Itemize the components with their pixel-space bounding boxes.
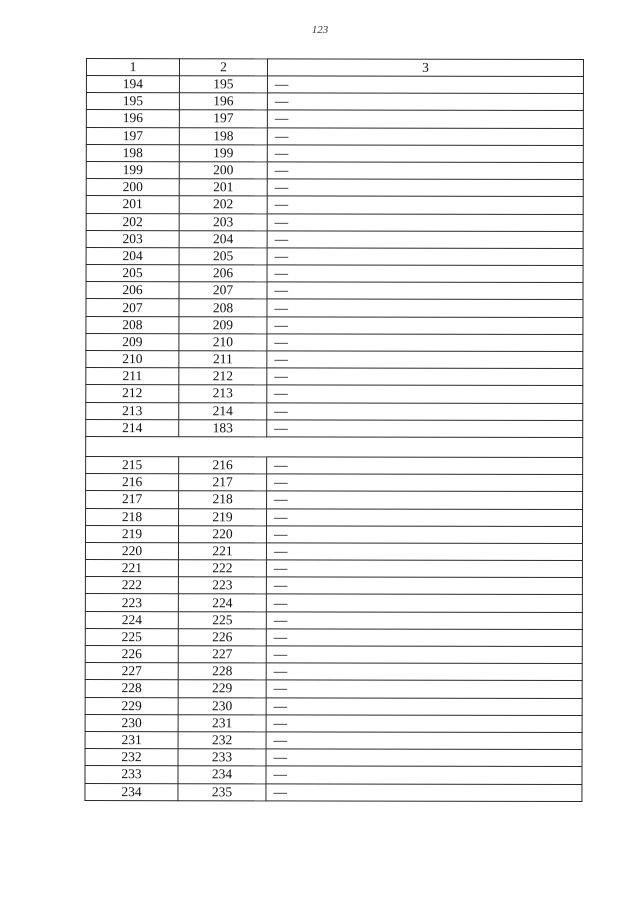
table-cell-col2: 211 bbox=[179, 351, 267, 368]
table-cell-col2: 196 bbox=[179, 93, 267, 110]
table-cell-col3: — bbox=[267, 110, 583, 128]
table-row bbox=[85, 731, 582, 749]
table-cell-col1: 233 bbox=[85, 766, 178, 783]
table-row bbox=[85, 611, 582, 629]
table-row bbox=[85, 560, 582, 578]
table-row bbox=[86, 144, 583, 162]
table-cell-col2: 207 bbox=[179, 282, 267, 299]
table-row bbox=[86, 316, 583, 334]
table-cell-col3: — bbox=[267, 368, 583, 386]
table-cell-col2: 221 bbox=[178, 543, 266, 560]
table-row bbox=[86, 196, 583, 214]
table-cell-col1: 198 bbox=[86, 144, 179, 161]
table-cell-col2: 231 bbox=[178, 714, 266, 731]
table-cell-col2: 212 bbox=[179, 368, 267, 385]
table-cell-col1: 219 bbox=[85, 525, 178, 542]
table-cell-col2: 230 bbox=[178, 697, 266, 714]
table-row bbox=[86, 508, 583, 526]
table-cell-col1: 213 bbox=[86, 402, 179, 419]
table-cell-col3: — bbox=[267, 282, 583, 300]
column-header-2: 2 bbox=[179, 59, 267, 76]
table-row bbox=[86, 110, 583, 128]
table-cell-col2: 220 bbox=[178, 525, 266, 542]
table-cell-col3: — bbox=[266, 560, 582, 578]
section-gap-cell bbox=[86, 436, 583, 457]
table-row bbox=[86, 265, 583, 283]
table-cell-col2: 197 bbox=[179, 110, 267, 127]
table-row bbox=[85, 697, 582, 715]
table-cell-col1: 220 bbox=[85, 542, 178, 559]
table-cell-col1: 231 bbox=[85, 731, 178, 748]
table-cell-col1: 196 bbox=[86, 110, 179, 127]
table-cell-col3: — bbox=[267, 457, 583, 475]
table-cell-col1: 205 bbox=[86, 265, 179, 282]
table-cell-col3: — bbox=[267, 508, 583, 526]
table-row bbox=[85, 628, 582, 646]
table-cell-col3: — bbox=[266, 612, 582, 630]
table-cell-col1: 215 bbox=[86, 456, 179, 473]
table-cell-col3: — bbox=[266, 629, 582, 647]
table-cell-col1: 232 bbox=[85, 749, 178, 766]
table-row bbox=[85, 766, 582, 784]
table-cell-col1: 229 bbox=[85, 697, 178, 714]
table-cell-col1: 208 bbox=[86, 316, 179, 333]
table-cell-col2: 232 bbox=[178, 732, 266, 749]
table-cell-col1: 201 bbox=[86, 196, 179, 213]
table-cell-col2: 235 bbox=[178, 783, 266, 800]
table-cell-col2: 234 bbox=[178, 766, 266, 783]
table-row bbox=[85, 680, 582, 698]
table-cell-col3: — bbox=[266, 680, 582, 698]
table-row bbox=[85, 749, 582, 767]
table-cell-col1: 212 bbox=[86, 385, 179, 402]
table-row bbox=[86, 474, 583, 492]
table-cell-col3: — bbox=[266, 783, 582, 801]
table-row bbox=[85, 577, 582, 595]
table-cell-col3: — bbox=[266, 766, 582, 784]
table-cell-col2: 214 bbox=[179, 402, 267, 419]
table-cell-col1: 225 bbox=[85, 628, 178, 645]
table-cell-col2: 198 bbox=[179, 127, 267, 144]
table-cell-col3: — bbox=[267, 351, 583, 369]
table-cell-col2: 205 bbox=[179, 248, 267, 265]
table-row bbox=[85, 542, 582, 560]
table-cell-col3: — bbox=[266, 732, 582, 750]
table-cell-col3: — bbox=[266, 577, 582, 595]
table-row bbox=[86, 402, 583, 420]
table-cell-col3: — bbox=[266, 749, 582, 767]
table-cell-col1: 210 bbox=[86, 351, 179, 368]
column-header-3: 3 bbox=[267, 59, 583, 77]
table-cell-col2: 209 bbox=[179, 316, 267, 333]
table-row bbox=[86, 127, 583, 145]
table-cell-col2: 210 bbox=[179, 334, 267, 351]
table-cell-col3: — bbox=[266, 663, 582, 681]
table-cell-col1: 194 bbox=[86, 76, 179, 93]
table-cell-col3: — bbox=[267, 93, 583, 111]
table-cell-col2: 204 bbox=[179, 230, 267, 247]
table-cell-col3: — bbox=[266, 646, 582, 664]
table-section-gap bbox=[86, 436, 583, 457]
data-table bbox=[84, 58, 584, 802]
table-cell-col1: 234 bbox=[85, 783, 178, 800]
table-cell-col2: 225 bbox=[178, 611, 266, 628]
table-cell-col1: 197 bbox=[86, 127, 179, 144]
table-cell-col2: 183 bbox=[179, 419, 267, 436]
table-row bbox=[85, 783, 582, 801]
table-cell-col2: 224 bbox=[178, 594, 266, 611]
table-row bbox=[86, 368, 583, 386]
table-row bbox=[85, 645, 582, 663]
table-cell-col3: — bbox=[266, 543, 582, 561]
table-cell-col2: 201 bbox=[179, 179, 267, 196]
table-row bbox=[86, 333, 583, 351]
table-cell-col1: 211 bbox=[86, 368, 179, 385]
table-cell-col1: 218 bbox=[86, 508, 179, 525]
table-cell-col2: 208 bbox=[179, 299, 267, 316]
table-cell-col2: 227 bbox=[178, 646, 266, 663]
table-cell-col3: — bbox=[267, 334, 583, 352]
table-row bbox=[86, 213, 583, 231]
table-row bbox=[86, 161, 583, 179]
table-cell-col3: — bbox=[266, 697, 582, 715]
table-cell-col3: — bbox=[267, 145, 583, 163]
table-cell-col1: 222 bbox=[85, 577, 178, 594]
table-cell-col2: 203 bbox=[179, 213, 267, 230]
table-cell-col2: 202 bbox=[179, 196, 267, 213]
table-cell-col1: 202 bbox=[86, 213, 179, 230]
table-cell-col1: 223 bbox=[85, 594, 178, 611]
table-cell-col3: — bbox=[266, 526, 582, 544]
table-cell-col1: 203 bbox=[86, 230, 179, 247]
table-cell-col2: 218 bbox=[179, 491, 267, 508]
table-cell-col2: 213 bbox=[179, 385, 267, 402]
table-cell-col2: 217 bbox=[179, 474, 267, 491]
table-cell-col1: 209 bbox=[86, 333, 179, 350]
table-cell-col1: 206 bbox=[86, 282, 179, 299]
table-cell-col2: 229 bbox=[178, 680, 266, 697]
table-cell-col2: 195 bbox=[179, 76, 267, 93]
table-row bbox=[85, 714, 582, 732]
table-cell-col3: — bbox=[267, 474, 583, 492]
page-number: 123 bbox=[311, 24, 329, 36]
table-row bbox=[86, 456, 583, 474]
table-cell-col3: — bbox=[267, 213, 583, 231]
table-row bbox=[86, 351, 583, 369]
table-cell-col3: — bbox=[267, 385, 583, 403]
table-row bbox=[86, 93, 583, 111]
table-row bbox=[86, 385, 583, 403]
table-row bbox=[86, 230, 583, 248]
table-cell-col2: 219 bbox=[179, 508, 267, 525]
table-cell-col3: — bbox=[267, 231, 583, 249]
table-row bbox=[86, 299, 583, 317]
table-cell-col3: — bbox=[267, 491, 583, 509]
table-cell-col3: — bbox=[267, 299, 583, 317]
table-row bbox=[86, 179, 583, 197]
table-cell-col2: 222 bbox=[178, 560, 266, 577]
table-cell-col3: — bbox=[267, 317, 583, 335]
table-cell-col2: 200 bbox=[179, 162, 267, 179]
table-cell-col2: 226 bbox=[178, 629, 266, 646]
table-cell-col2: 199 bbox=[179, 144, 267, 161]
table-row bbox=[86, 76, 583, 94]
table-cell-col1: 224 bbox=[85, 611, 178, 628]
table-cell-col3: — bbox=[267, 127, 583, 145]
table-row bbox=[86, 282, 583, 300]
table-cell-col1: 216 bbox=[86, 474, 179, 491]
table-cell-col3: — bbox=[267, 420, 583, 438]
table-row bbox=[86, 247, 583, 265]
table-cell-col1: 217 bbox=[86, 491, 179, 508]
table-cell-col3: — bbox=[267, 179, 583, 197]
table-cell-col3: — bbox=[267, 76, 583, 94]
table-cell-col2: 223 bbox=[178, 577, 266, 594]
table-cell-col1: 230 bbox=[85, 714, 178, 731]
table-cell-col2: 228 bbox=[178, 663, 266, 680]
table-cell-col1: 199 bbox=[86, 161, 179, 178]
table-cell-col3: — bbox=[266, 715, 582, 733]
table-row bbox=[85, 525, 582, 543]
table-cell-col2: 206 bbox=[179, 265, 267, 282]
table-cell-col2: 216 bbox=[179, 457, 267, 474]
table-cell-col3: — bbox=[267, 402, 583, 420]
table-header-row bbox=[86, 59, 583, 77]
table-row bbox=[86, 491, 583, 509]
table-cell-col1: 227 bbox=[85, 663, 178, 680]
table-row bbox=[85, 663, 582, 681]
table-cell-col3: — bbox=[267, 248, 583, 266]
table-cell-col1: 228 bbox=[85, 680, 178, 697]
table-cell-col3: — bbox=[267, 162, 583, 180]
table-cell-col1: 207 bbox=[86, 299, 179, 316]
table-row bbox=[86, 419, 583, 437]
table-cell-col2: 233 bbox=[178, 749, 266, 766]
table-body bbox=[85, 59, 584, 802]
table-cell-col3: — bbox=[266, 594, 582, 612]
table-cell-col1: 195 bbox=[86, 93, 179, 110]
table-cell-col1: 221 bbox=[85, 560, 178, 577]
column-header-1: 1 bbox=[86, 59, 179, 76]
table-row bbox=[85, 594, 582, 612]
table-cell-col1: 214 bbox=[86, 419, 179, 436]
table-cell-col3: — bbox=[267, 265, 583, 283]
table-cell-col1: 200 bbox=[86, 179, 179, 196]
table-cell-col1: 204 bbox=[86, 247, 179, 264]
table-cell-col3: — bbox=[267, 196, 583, 214]
table-cell-col1: 226 bbox=[85, 645, 178, 662]
